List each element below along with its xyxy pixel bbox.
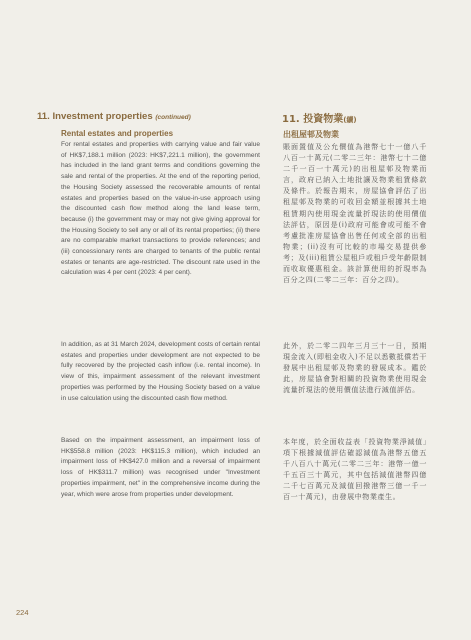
paragraph-zh-1: 賬面置值及公允價值為港幣七十一億八千八百一十萬元(二零二三年：港幣七十二億二千一百一十萬元)的出租屋邨及物業而言，政府已納入土地批讓及物業租賃條款及條件。於報告期末，房屋協會評估了出租屋邨及物業的可收回金額並根據其土地租賃期內使用現金流量折現法的使用價值法評估，原因是(i)政府可能會或可能不會考慮批准房屋協會出售任何或全部的出租物業；(ii)沒有可比較的市場交易提供參考；及(iii)租賃公屋租戶或租戶受年齡限制而收取優惠租金。該計算使用的折現率為百分之四(二零二三年：百分之四)。 [283,142,427,285]
paragraph-en-1: For rental estates and properties with carrying value and fair value of HK$7,188.1 million (2023: HK$7,221.1 million), the government has included in the land grant terms and conditions governing the sale and rental of the properties. At the end of the reporting period, the Housing Society assessed the recoverable amounts of rental estates and properties based on the value-in-use approach using the discounted cash flow method along the land lease term, because (i) the government may or may not give giving approval for the Housing Society to sell any or all of its rental properties; (ii) there are no comparable market transactions to provide references; and (iii) concessionary rents are charged to tenants of the public rental estates or tenants are age-restricted. The discount rate used in the calculation was 4 per cent (2023: 4 per cent). [61,141,260,277]
section-heading-en-note: (continued) [155,114,191,121]
paragraph-en-3: Based on the impairment assessment, an impairment loss of HK$558.8 million (2023: HK$115.3 million), which included an impairment loss of HK$427.0 million and a reversal of impairment loss of HK$311.7 million) was recognised under "Investment properties impairment, net" in the comprehensive income during the year, which were arose from properties under development. [61,437,260,498]
paragraph-zh-2: 此外，於二零二四年三月三十一日，預期現金流入(即租金收入)不足以悉數抵償若干發展中出租屋邨及物業的發展成本。鑑於此，房屋協會對相關的投資物業使用現金流量折現法的使用價值法進行減值評估。 [283,341,427,395]
page-number: 224 [16,608,29,617]
section-heading-zh-note: (續) [343,116,357,124]
section-heading-en [37,111,237,122]
paragraph-zh-3: 本年度，於全面收益表「投資物業淨減值」項下根據減值評估確認減值為港幣五億五千八百八十萬元(二零二三年：港幣一億一千五百三十萬元，其中包括減值港幣四億二千七百萬元及減值回撥港幣三億一千一百一十萬元)，由發展中物業產生。 [283,437,427,502]
section-heading-zh-text: 11. 投資物業 [282,114,344,125]
section-heading-zh [282,110,432,125]
section-heading-en-text: 11. Investment properties [37,111,153,122]
subheading-en: Rental estates and properties [61,129,174,138]
paragraph-en-2: In addition, as at 31 March 2024, development costs of certain rental estates and properties under development are not expected to be fully recovered by the projected cash inflow (i.e. rental income). In view of this, impairment assessment of the relevant investment properties was performed by the Housing Society based on a value in use calculation using the discounted cash flow method. [61,341,260,402]
subheading-zh: 出租屋邨及物業 [283,130,339,139]
